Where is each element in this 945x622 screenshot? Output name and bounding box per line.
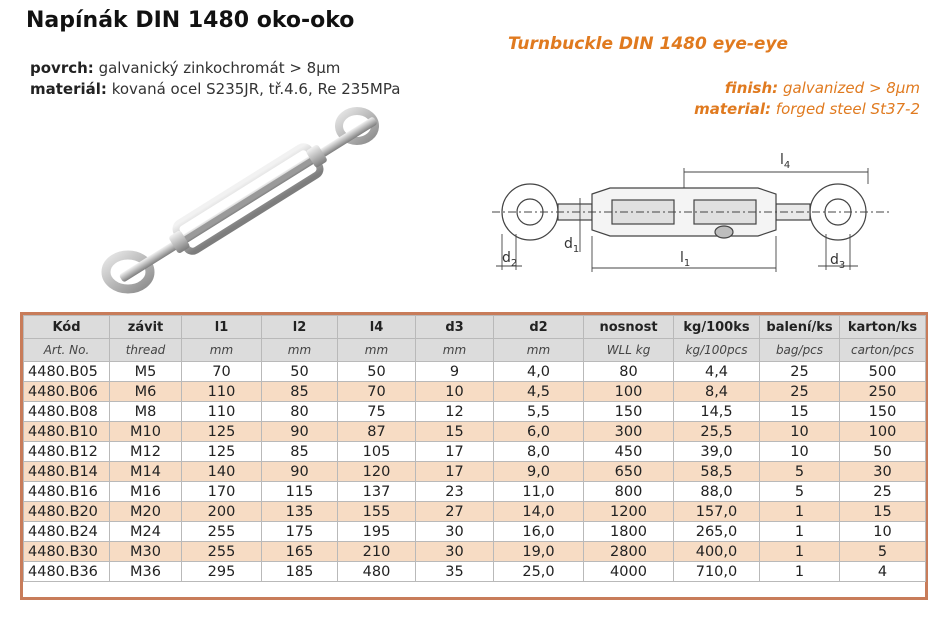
table-cell: 5 <box>760 462 840 482</box>
table-row <box>24 422 926 442</box>
table-cell: 58,5 <box>674 462 760 482</box>
table-cell: 9 <box>416 362 494 382</box>
header-cell: Kód <box>24 316 110 339</box>
table-cell: 250 <box>840 382 926 402</box>
material-en-value: forged steel St37-2 <box>775 100 920 118</box>
article-number-cell: 4480.B24 <box>24 522 110 542</box>
table-cell: 50 <box>262 362 338 382</box>
table-cell: 11,0 <box>494 482 584 502</box>
finish-line <box>694 78 920 99</box>
table-cell: 35 <box>416 562 494 582</box>
header-row <box>24 316 926 339</box>
table-cell: 30 <box>840 462 926 482</box>
subheader-cell: mm <box>494 339 584 362</box>
table-cell: M36 <box>110 562 182 582</box>
technical-drawing <box>492 142 892 282</box>
table-cell: 255 <box>182 522 262 542</box>
table-cell: 1 <box>760 562 840 582</box>
table-cell: 255 <box>182 542 262 562</box>
subheader-cell: bag/pcs <box>760 339 840 362</box>
table-row <box>24 522 926 542</box>
table-cell: 105 <box>338 442 416 462</box>
table-cell: M10 <box>110 422 182 442</box>
article-number-cell: 4480.B16 <box>24 482 110 502</box>
dim-d3: $d_3$ <box>830 252 846 271</box>
table-cell: 30 <box>416 542 494 562</box>
article-number-cell: 4480.B36 <box>24 562 110 582</box>
table-row <box>24 542 926 562</box>
table-cell: M20 <box>110 502 182 522</box>
article-number-cell: 4480.B20 <box>24 502 110 522</box>
table-cell: 295 <box>182 562 262 582</box>
header-cell: karton/ks <box>840 316 926 339</box>
table-cell: 70 <box>338 382 416 402</box>
subheader-cell: kg/100pcs <box>674 339 760 362</box>
page-title: Napínák DIN 1480 oko-oko <box>26 8 355 33</box>
table-cell: M14 <box>110 462 182 482</box>
table-row <box>24 442 926 462</box>
table-cell: M5 <box>110 362 182 382</box>
table-cell: 185 <box>262 562 338 582</box>
table-row <box>24 382 926 402</box>
table-cell: 115 <box>262 482 338 502</box>
table-cell: 135 <box>262 502 338 522</box>
table-cell: 25 <box>840 482 926 502</box>
subheader-cell: carton/pcs <box>840 339 926 362</box>
table-row <box>24 462 926 482</box>
table-cell: 157,0 <box>674 502 760 522</box>
table-cell: 5 <box>840 542 926 562</box>
subheader-cell: mm <box>262 339 338 362</box>
dim-d2: $d_2$ <box>502 250 518 269</box>
article-number-cell: 4480.B12 <box>24 442 110 462</box>
table-cell: 85 <box>262 442 338 462</box>
table-cell: 165 <box>262 542 338 562</box>
table-cell: 8,0 <box>494 442 584 462</box>
table-cell: 23 <box>416 482 494 502</box>
header-cell: d2 <box>494 316 584 339</box>
table-cell: 16,0 <box>494 522 584 542</box>
table-cell: 1800 <box>584 522 674 542</box>
table-cell: 85 <box>262 382 338 402</box>
table-cell: 50 <box>338 362 416 382</box>
table-cell: 10 <box>416 382 494 402</box>
subheader-cell: mm <box>416 339 494 362</box>
table-cell: 100 <box>840 422 926 442</box>
table-cell: 10 <box>840 522 926 542</box>
material-value: kovaná ocel S235JR, tř.4.6, Re 235MPa <box>111 80 401 98</box>
table-row <box>24 402 926 422</box>
table-row <box>24 562 926 582</box>
table-cell: 50 <box>840 442 926 462</box>
table-cell: 1 <box>760 542 840 562</box>
article-number-cell: 4480.B30 <box>24 542 110 562</box>
table-cell: 25,5 <box>674 422 760 442</box>
finish-label: finish: <box>724 79 779 97</box>
header-cell: l1 <box>182 316 262 339</box>
table-cell: 125 <box>182 422 262 442</box>
table-cell: 125 <box>182 442 262 462</box>
table-cell: 210 <box>338 542 416 562</box>
table-cell: 100 <box>584 382 674 402</box>
specs-english <box>694 78 920 120</box>
article-number-cell: 4480.B05 <box>24 362 110 382</box>
table-cell: 15 <box>840 502 926 522</box>
table-cell: 2800 <box>584 542 674 562</box>
table-cell: M12 <box>110 442 182 462</box>
surface-label: povrch: <box>30 59 94 77</box>
header-cell: d3 <box>416 316 494 339</box>
table-cell: 200 <box>182 502 262 522</box>
table-cell: 5,5 <box>494 402 584 422</box>
table-cell: 12 <box>416 402 494 422</box>
table-cell: 6,0 <box>494 422 584 442</box>
table-body <box>24 362 926 582</box>
table-cell: M16 <box>110 482 182 502</box>
table-cell: 150 <box>584 402 674 422</box>
table-cell: 4,0 <box>494 362 584 382</box>
table-cell: 110 <box>182 382 262 402</box>
table-cell: 4,4 <box>674 362 760 382</box>
table-cell: 800 <box>584 482 674 502</box>
table-cell: 87 <box>338 422 416 442</box>
table-cell: 80 <box>262 402 338 422</box>
table-cell: M30 <box>110 542 182 562</box>
material-en-line <box>694 99 920 120</box>
subheader-cell: mm <box>182 339 262 362</box>
table-cell: 25 <box>760 382 840 402</box>
header-cell: nosnost <box>584 316 674 339</box>
subheader-cell: WLL kg <box>584 339 674 362</box>
dim-l1: $l_1$ <box>680 250 691 269</box>
article-number-cell: 4480.B08 <box>24 402 110 422</box>
specs-czech <box>30 58 400 100</box>
english-title: Turnbuckle DIN 1480 eye-eye <box>508 34 789 54</box>
table-cell: 137 <box>338 482 416 502</box>
table-cell: 17 <box>416 442 494 462</box>
table-cell: 70 <box>182 362 262 382</box>
table-cell: 27 <box>416 502 494 522</box>
material-label: materiál: <box>30 80 107 98</box>
surface-line <box>30 58 400 79</box>
table-cell: M8 <box>110 402 182 422</box>
table-cell: 155 <box>338 502 416 522</box>
table-cell: 10 <box>760 442 840 462</box>
material-line <box>30 79 400 100</box>
table-cell: 4,5 <box>494 382 584 402</box>
table-cell: 1200 <box>584 502 674 522</box>
table-row <box>24 502 926 522</box>
table-cell: 110 <box>182 402 262 422</box>
table-cell: 90 <box>262 462 338 482</box>
table-cell: 10 <box>760 422 840 442</box>
table-cell: 80 <box>584 362 674 382</box>
table-cell: 480 <box>338 562 416 582</box>
header-cell: l4 <box>338 316 416 339</box>
article-number-cell: 4480.B10 <box>24 422 110 442</box>
table-cell: 400,0 <box>674 542 760 562</box>
table-cell: 14,5 <box>674 402 760 422</box>
spec-table <box>23 315 926 582</box>
table-cell: 500 <box>840 362 926 382</box>
table-cell: 15 <box>760 402 840 422</box>
table-cell: 25,0 <box>494 562 584 582</box>
surface-value: galvanický zinkochromát > 8μm <box>98 59 341 77</box>
header-cell: kg/100ks <box>674 316 760 339</box>
table-cell: 17 <box>416 462 494 482</box>
table-cell: 120 <box>338 462 416 482</box>
finish-value: galvanized > 8μm <box>782 79 920 97</box>
table-cell: 4000 <box>584 562 674 582</box>
turnbuckle-photo <box>98 104 398 300</box>
table-cell: 90 <box>262 422 338 442</box>
table-cell: 5 <box>760 482 840 502</box>
dim-d1: $d_1$ <box>564 236 580 255</box>
table-cell: 88,0 <box>674 482 760 502</box>
dim-l4: $l_4$ <box>780 152 791 171</box>
table-cell: 150 <box>840 402 926 422</box>
subheader-cell: mm <box>338 339 416 362</box>
table-cell: 265,0 <box>674 522 760 542</box>
table-cell: 170 <box>182 482 262 502</box>
table-cell: 15 <box>416 422 494 442</box>
table-cell: 30 <box>416 522 494 542</box>
article-number-cell: 4480.B14 <box>24 462 110 482</box>
table-cell: 300 <box>584 422 674 442</box>
table-cell: 1 <box>760 522 840 542</box>
article-number-cell: 4480.B06 <box>24 382 110 402</box>
header-cell: balení/ks <box>760 316 840 339</box>
table-cell: 4 <box>840 562 926 582</box>
table-cell: 75 <box>338 402 416 422</box>
subheader-cell: thread <box>110 339 182 362</box>
table-cell: 195 <box>338 522 416 542</box>
table-cell: 39,0 <box>674 442 760 462</box>
table-cell: 175 <box>262 522 338 542</box>
subheader-row <box>24 339 926 362</box>
table-row <box>24 362 926 382</box>
table-cell: 25 <box>760 362 840 382</box>
table-cell: 650 <box>584 462 674 482</box>
header-cell: l2 <box>262 316 338 339</box>
table-cell: M24 <box>110 522 182 542</box>
material-en-label: material: <box>694 100 772 118</box>
table-cell: 9,0 <box>494 462 584 482</box>
table-cell: 710,0 <box>674 562 760 582</box>
subheader-cell: Art. No. <box>24 339 110 362</box>
table-cell: M6 <box>110 382 182 402</box>
table-cell: 1 <box>760 502 840 522</box>
table-cell: 450 <box>584 442 674 462</box>
table-cell: 14,0 <box>494 502 584 522</box>
header-cell: závit <box>110 316 182 339</box>
table-cell: 140 <box>182 462 262 482</box>
table-cell: 19,0 <box>494 542 584 562</box>
table-cell: 8,4 <box>674 382 760 402</box>
table-row <box>24 482 926 502</box>
spec-table-container <box>20 312 928 600</box>
